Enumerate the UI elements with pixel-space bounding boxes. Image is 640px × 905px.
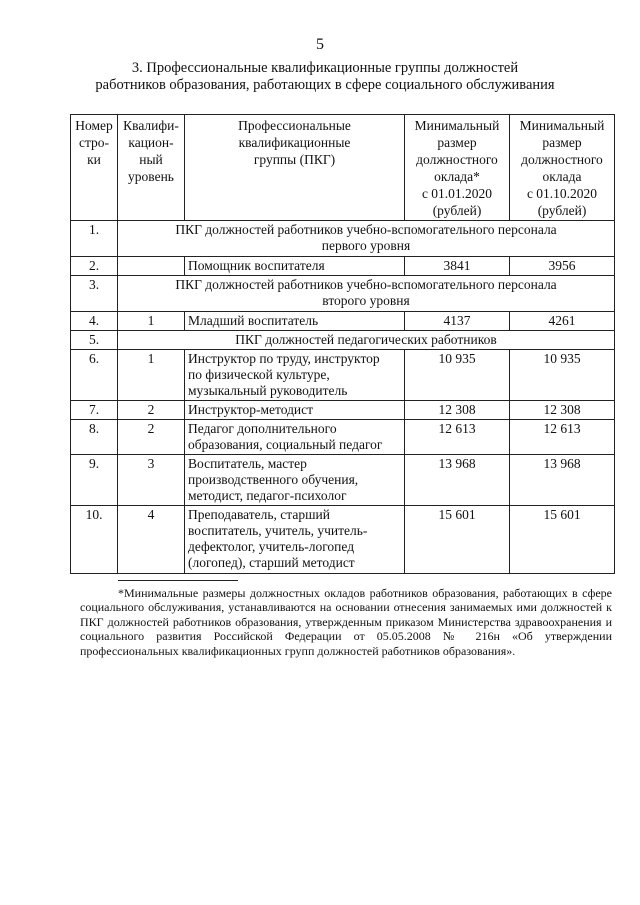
salary-oct-2020: 15 601 — [510, 506, 615, 574]
qualification-level — [118, 257, 185, 276]
row-number: 3. — [71, 276, 118, 312]
table-row — [71, 276, 615, 312]
header-salary-jan-2020: Минимальный размер должностного оклада* с 01.01.2020 (рублей) — [405, 115, 510, 221]
qualification-level: 2 — [118, 401, 185, 420]
table-header-row — [71, 115, 615, 221]
table-row — [71, 506, 615, 574]
section-heading: ПКГ должностей работников учебно-вспомогательного персонала первого уровня — [118, 221, 615, 257]
row-number: 8. — [71, 420, 118, 455]
table-row — [71, 455, 615, 506]
salary-jan-2020: 4137 — [405, 312, 510, 331]
salary-jan-2020: 15 601 — [405, 506, 510, 574]
qualification-level: 1 — [118, 350, 185, 401]
salary-jan-2020: 12 308 — [405, 401, 510, 420]
qualification-level: 2 — [118, 420, 185, 455]
row-number: 2. — [71, 257, 118, 276]
salary-jan-2020: 10 935 — [405, 350, 510, 401]
table-row — [71, 420, 615, 455]
row-number: 1. — [71, 221, 118, 257]
salary-jan-2020: 3841 — [405, 257, 510, 276]
qualification-level: 1 — [118, 312, 185, 331]
salary-oct-2020: 12 613 — [510, 420, 615, 455]
section-heading: ПКГ должностей работников учебно-вспомогательного персонала второго уровня — [118, 276, 615, 312]
row-number: 10. — [71, 506, 118, 574]
position-name: Инструктор по труду, инструктор по физической культуре, музыкальный руководитель — [185, 350, 405, 401]
header-qualification-level: Квалифи- кацион- ный уровень — [118, 115, 185, 221]
section-title-line-2: работников образования, работающих в сфере социального обслуживания — [95, 77, 555, 93]
salary-oct-2020: 4261 — [510, 312, 615, 331]
header-professional-group: Профессиональные квалификационные группы (ПКГ) — [185, 115, 405, 221]
table-row — [71, 401, 615, 420]
salary-jan-2020: 12 613 — [405, 420, 510, 455]
footnote: *Минимальные размеры должностных окладов работников образования, работающих в сфере социального обслуживания, устанавливаются на основании отнесения занимаемых ими должностей к ПКГ должностей работников образования, утвержденным приказом Министерства здравоохранения и социального развития Российской Федерации от 05.05.2008 № 216н «Об утверждении профессиональных квалификационных групп должностей работников образования». — [80, 586, 612, 658]
row-number: 9. — [71, 455, 118, 506]
row-number: 5. — [71, 331, 118, 350]
qualification-level: 3 — [118, 455, 185, 506]
header-row-number: Номер стро- ки — [71, 115, 118, 221]
qualification-level: 4 — [118, 506, 185, 574]
salary-oct-2020: 13 968 — [510, 455, 615, 506]
position-name: Педагог дополнительного образования, социальный педагог — [185, 420, 405, 455]
row-number: 7. — [71, 401, 118, 420]
position-name: Преподаватель, старший воспитатель, учитель, учитель- дефектолог, учитель-логопед (логопед), старший методист — [185, 506, 405, 574]
table-row — [71, 312, 615, 331]
row-number: 4. — [71, 312, 118, 331]
row-number: 6. — [71, 350, 118, 401]
section-title-line-1: 3. Профессиональные квалификационные группы должностей — [131, 60, 519, 76]
salary-jan-2020: 13 968 — [405, 455, 510, 506]
position-name: Инструктор-методист — [185, 401, 405, 420]
position-name: Младший воспитатель — [185, 312, 405, 331]
table-row — [71, 221, 615, 257]
salary-oct-2020: 10 935 — [510, 350, 615, 401]
salary-table — [70, 114, 615, 574]
header-salary-oct-2020: Минимальный размер должностного оклада с 01.10.2020 (рублей) — [510, 115, 615, 221]
footnote-divider — [118, 580, 238, 581]
table-row — [71, 257, 615, 276]
page-number: 5 — [316, 36, 324, 53]
section-title — [60, 60, 590, 94]
salary-oct-2020: 12 308 — [510, 401, 615, 420]
table-row — [71, 331, 615, 350]
position-name: Воспитатель, мастер производственного обучения, методист, педагог-психолог — [185, 455, 405, 506]
position-name: Помощник воспитателя — [185, 257, 405, 276]
salary-oct-2020: 3956 — [510, 257, 615, 276]
table-row — [71, 350, 615, 401]
section-heading: ПКГ должностей педагогических работников — [118, 331, 615, 350]
